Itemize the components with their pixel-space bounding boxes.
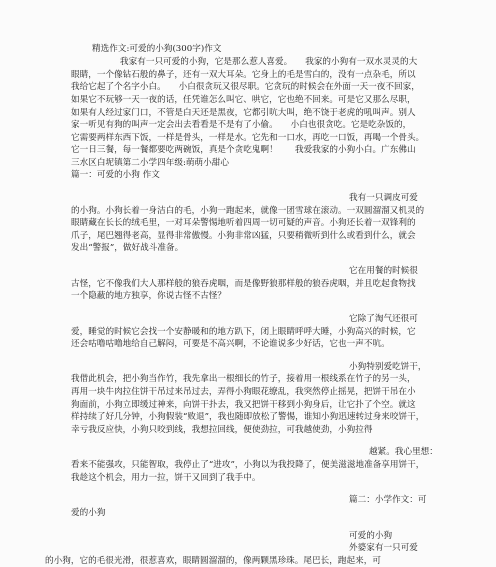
text-line: 它一日三餐，每一餐都要吃两碗饭，真是个贪吃鬼啊！ 我爱我家的小狗小白。广东佛山	[71, 145, 416, 155]
text-line: 幸亏我反应快，小狗只咬到线，我想拉回线，便使劲拉，可我越使劲，小狗拉得	[71, 425, 373, 435]
text-line: 还会咕噜咕噜地给自己解闷，可要是不高兴啊，不论谁说多少好话，它也一声不吭。	[71, 339, 390, 349]
text-line: 再用一块牛肉拉住饼干吊过来吊过去，弄得小狗眼花缭乱，我突然停止摇晃，把饼干吊在小	[71, 387, 416, 397]
text-line: 家一听见有狗的叫声一定会出去看看是不是有了小偷。 小白也很贪吃。它是吃杂饭的，	[71, 120, 412, 130]
text-line: 的小狗。小狗长着一身洁白的毛，小狗一跑起来，就像一团雪球在滚动。一双圆溜溜又机灵的	[71, 206, 425, 216]
text-line: 我有一只调皮可爱	[349, 193, 418, 203]
text-line: 眼睛，一个像钻石般的鼻子，还有一双大耳朵。它身上的毛是雪白的，没有一点杂毛，所以	[71, 70, 416, 80]
text-line: 一个隐蔽的地方独享，你说古怪不古怪？	[71, 291, 227, 301]
text-line: 如果它不玩够一天一夜的话，任凭谁怎么叫它、哄它，它也绝不回来。可是它又那么尽职，	[71, 95, 416, 105]
text-line: 我给它起了个名字小白。 小白很贪玩又很尽职。它贪玩的时候会在外面一天一夜不回家，	[71, 82, 420, 92]
text-line: 外婆家有一只可爱	[349, 543, 418, 553]
text-line: 三水区白坭镇第二小学四年级:萌萌小甜心	[71, 158, 229, 168]
text-line: 可爱的小狗	[349, 531, 393, 541]
text-line: 精选作文:可爱的小狗(300字)作文	[92, 44, 222, 54]
text-line: 我趁这个机会，用力一拉，饼干又回到了我手中。	[71, 473, 261, 483]
text-line: 我借此机会，把小狗当作竹，我先拿出一根细长的竹子，接着用一根线系在竹子的另一头，	[71, 374, 416, 384]
text-line: 它在用餐的时候很	[349, 266, 418, 276]
text-line: 如果有人经过家门口，不管是白天还是黑夜，它都引吭大叫，绝不饶于老虎的吼叫声。别人	[71, 108, 416, 118]
text-line: 看来不能强攻，只能智取，我停止了“进攻”，小狗以为我投降了，便美滋滋地准备享用饼干，	[71, 460, 425, 470]
text-line: 它需要两样东西下饭，一样是骨头，一样是水。它先和一口水，再吃一口饭，再喝一个骨头。	[71, 133, 425, 143]
text-line: 古怪，它不像我们大人那样般的狼吞虎咽，而是像野狼那样般的狼吞虎咽，并且吃起食物找	[71, 279, 416, 289]
text-line: 样持续了好几分钟，小狗假装“败退”，我也随即放松了警惕，谁知小狗迅速转过身来咬饼干，	[71, 412, 425, 422]
text-line: 我家有一只可爱的小狗，它是那么惹人喜爱。 我家的小狗有一双水灵灵的大	[120, 57, 418, 67]
text-line: 篇二：小学作文：可	[349, 495, 427, 505]
text-line: 发出“警报”，做好战斗准备。	[71, 243, 184, 253]
text-line: 篇一：可爱的小狗 作文	[71, 170, 160, 180]
text-line: 爱，睡觉的时候它会找一个安静暖和的地方趴下，闭上眼睛呼呼大睡，小狗高兴的时候，它	[71, 327, 416, 337]
text-line: 越紧。我心里想：	[369, 447, 438, 457]
text-line: 爪子，尾巴翘得老高，显得非常傲慢。小狗非常凶猛，只要稍微听到什么或看到什么，就会	[71, 231, 416, 241]
text-line: 的小狗，它的毛很光滑，很惹喜欢，眼睛圆溜溜的，像两颗黑珍珠。尾巴长，跑起来，可	[45, 556, 381, 566]
text-line: 爱的小狗	[71, 508, 106, 518]
text-line: 眼睛藏在长长的绒毛里，一对耳朵警惕地听着四周一切可疑的声音。小狗还长着一双锋利的	[71, 218, 416, 228]
text-line: 小狗特别爱吃饼干，	[349, 362, 427, 372]
text-line: 狗面前，小狗立即缓过神来，向饼干扑去，我又把饼干移到小狗身后，让它扑了个空。就这	[71, 400, 416, 410]
text-line: 它除了淘气还很可	[349, 314, 418, 324]
